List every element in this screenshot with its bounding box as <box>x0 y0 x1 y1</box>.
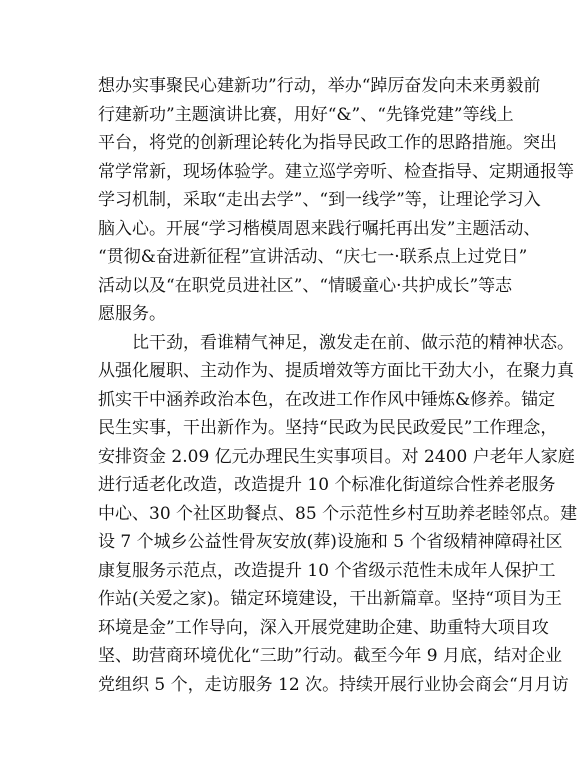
text-line: 脑入心。开展“学习楷模周恩来践行嘱托再出发”主题活动、 <box>98 218 541 239</box>
text-line: 中心、30 个社区助餐点、85 个示范性乡村互助养老睦邻点。建 <box>98 503 578 524</box>
text-line: 设 7 个城乡公益性骨灰安放(葬)设施和 5 个省级精神障碍社区 <box>98 532 563 552</box>
text-line: 愿服务。 <box>98 304 166 324</box>
text-line: 安排资金 2.09 亿元办理民生实事项目。对 2400 户老年人家庭 <box>98 446 575 467</box>
text-line: 行建新功”主题演讲比赛，用好“&”、“先锋党建”等线上 <box>98 104 514 125</box>
text-line: 活动以及“在职党员进社区”、“情暖童心·共护成长”等志 <box>98 275 513 296</box>
text-line: 平台，将党的创新理论转化为指导民政工作的思路措施。突出 <box>98 133 557 153</box>
text-line: 作站(关爱之家)。锚定环境建设，干出新篇章。坚持“项目为王 <box>98 589 562 609</box>
text-line: 抓实干中涵养政治本色，在改进工作作风中锤炼&修养。锚定 <box>98 389 556 410</box>
text-line: “贯彻&奋进新征程”宣讲活动、“庆七一·联系点上过党日” <box>98 247 528 267</box>
text-line: 比干劲，看谁精气神足，激发走在前、做示范的精神状态。 <box>132 332 574 353</box>
paragraph-1 <box>98 72 574 329</box>
text-line: 学习机制，采取“走出去学”、“到一线学”等，让理论学习入 <box>98 190 541 210</box>
text-line: 党组织 5 个，走访服务 12 次。持续开展行业协会商会“月月访 <box>98 674 569 695</box>
text-line: 环境是金”工作导向，深入开展党建助企建、助重特大项目攻 <box>98 617 549 638</box>
text-line: 康复服务示范点，改造提升 10 个省级示范性未成年人保护工 <box>98 560 556 581</box>
text-line: 进行适老化改造，改造提升 10 个标准化街道综合性养老服务 <box>98 475 556 495</box>
paragraph-2 <box>98 329 578 700</box>
text-line: 常学常新，现场体验学。建立巡学旁听、检查指导、定期通报等 <box>98 161 574 182</box>
text-line: 民生实事，干出新作为。坚持“民政为民民政爱民”工作理念， <box>98 418 558 438</box>
text-line: 从强化履职、主动作为、提质增效等方面比干劲大小，在聚力真 <box>98 361 574 381</box>
text-line: 坚、助营商环境优化“三助”行动。截至今年 9 月底，结对企业 <box>98 646 563 666</box>
text-line: 想办实事聚民心建新功”行动，举办“踔厉奋发向未来勇毅前 <box>98 76 541 96</box>
document-body <box>98 72 578 699</box>
